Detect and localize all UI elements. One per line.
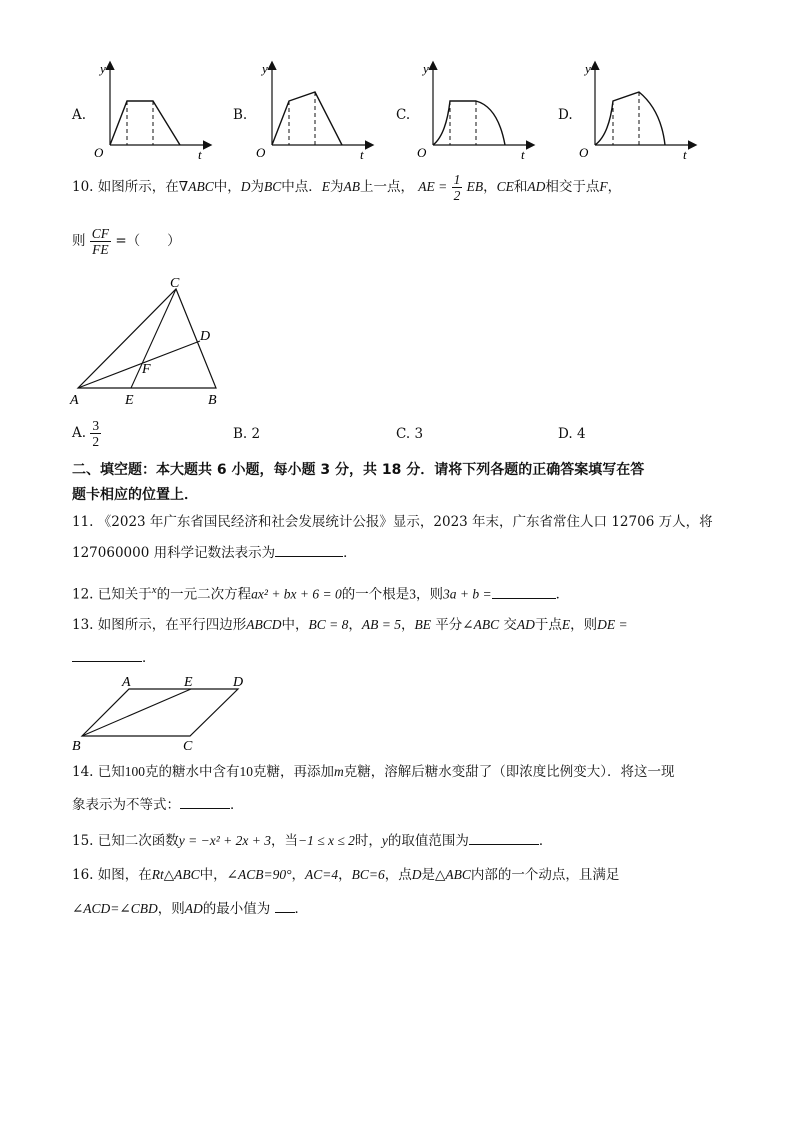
q10-option-c[interactable]: C. 3 xyxy=(396,426,424,442)
vertex-d: D xyxy=(233,675,244,690)
vertex-c: C xyxy=(170,276,180,291)
t-axis-label: t xyxy=(198,147,202,162)
svg-text:y: y xyxy=(585,61,591,76)
q10-option-d[interactable]: D. 4 xyxy=(558,426,586,442)
graph-option-b xyxy=(252,55,377,165)
q13-answer-blank[interactable] xyxy=(72,647,142,662)
svg-text:y: y xyxy=(262,61,268,76)
graph-option-c xyxy=(413,55,538,165)
q11-line1: 11. 《2023 年广东省国民经济和社会发展统计公报》显示，2023 年末，广东省常住人口 12706 万人，将 xyxy=(72,514,713,530)
q10-half-fraction: $\frac{1}{2}$ xyxy=(453,172,461,203)
y-axis-label: y xyxy=(100,61,106,76)
q16-line2: ∠ACD=∠CBD，则AD的最小值为 ． xyxy=(72,898,308,919)
q10-line2: 则 $\frac{CF}{FE}$ =（ ） xyxy=(72,226,181,257)
svg-text:y: y xyxy=(423,61,429,76)
q10-triangle-figure xyxy=(66,272,236,410)
origin-label: O xyxy=(94,145,104,160)
vertex-d: D xyxy=(200,329,211,344)
q12-line: 12. 已知关于$^x$的一元二次方程ax² + bx + 6 = 0的一个根是3，则3a + b = ． xyxy=(72,584,570,603)
svg-text:t: t xyxy=(683,147,687,162)
graph-option-d xyxy=(575,55,700,165)
q15-answer-blank[interactable] xyxy=(469,830,539,845)
q10-option-b[interactable]: B. 2 xyxy=(233,426,261,442)
vertex-a: A xyxy=(70,393,79,408)
svg-text:t: t xyxy=(360,147,364,162)
svg-text:O: O xyxy=(417,145,427,160)
q10-line1: 10. 如图所示，在∇ABC中，D为BC中点．E为AB上一点， AE = $\frac{1}{2}$ EB，CE和AD相交于点F， xyxy=(72,172,622,203)
svg-text:O: O xyxy=(579,145,589,160)
svg-text:t: t xyxy=(521,147,525,162)
q14-line1: 14. 已知100克的糖水中含有10克糖，再添加m克糖，溶解后糖水变甜了（即浓度比例变大）．将这一现 xyxy=(72,764,675,780)
q16-answer-blank[interactable] xyxy=(275,898,295,913)
graph-option-a xyxy=(90,55,215,165)
vertex-e: E xyxy=(184,675,193,690)
q11-line2: 127060000 用科学记数法表示为 ． xyxy=(72,542,357,563)
q11-answer-blank[interactable] xyxy=(275,542,343,557)
svg-text:O: O xyxy=(256,145,266,160)
q14-answer-blank[interactable] xyxy=(180,794,230,809)
q14-line2: 象表示为不等式： ． xyxy=(72,794,244,815)
graph-option-d-letter: D. xyxy=(558,107,573,123)
vertex-e: E xyxy=(125,393,134,408)
q16-line1: 16. 如图，在Rt△ABC中，∠ACB=90°，AC=4，BC=6，点D是△ABC内部的一个动点，且满足 xyxy=(72,867,620,883)
q13-parallelogram-figure xyxy=(66,670,266,754)
vertex-f: F xyxy=(142,362,151,377)
q13-line1: 13. 如图所示，在平行四边形ABCD中，BC = 8，AB = 5，BE 平分∠ABC 交AD于点E，则DE = xyxy=(72,617,628,633)
vertex-c: C xyxy=(183,739,193,754)
graph-option-b-letter: B. xyxy=(233,107,248,123)
q10-ratio-fraction: $\frac{CF}{FE}$ xyxy=(91,226,110,257)
vertex-b: B xyxy=(72,739,81,754)
graph-options-row xyxy=(0,55,794,170)
section2-heading-line2: 题卡相应的位置上． xyxy=(72,487,198,503)
q13-line2: ． xyxy=(72,647,156,668)
vertex-b: B xyxy=(208,393,217,408)
graph-option-c-letter: C. xyxy=(396,107,411,123)
q15-line: 15. 已知二次函数y = −x² + 2x + 3，当−1 ≤ x ≤ 2时，y的取值范围为 ． xyxy=(72,830,552,851)
vertex-a: A xyxy=(122,675,131,690)
q12-answer-blank[interactable] xyxy=(492,584,556,599)
q10-option-a[interactable]: A. $\frac{3}{2}$ xyxy=(72,418,100,449)
graph-option-a-letter: A. xyxy=(72,107,87,123)
section2-heading-line1: 二、填空题：本大题共 6 小题，每小题 3 分，共 18 分．请将下列各题的正确答案填写在答 xyxy=(72,462,645,478)
